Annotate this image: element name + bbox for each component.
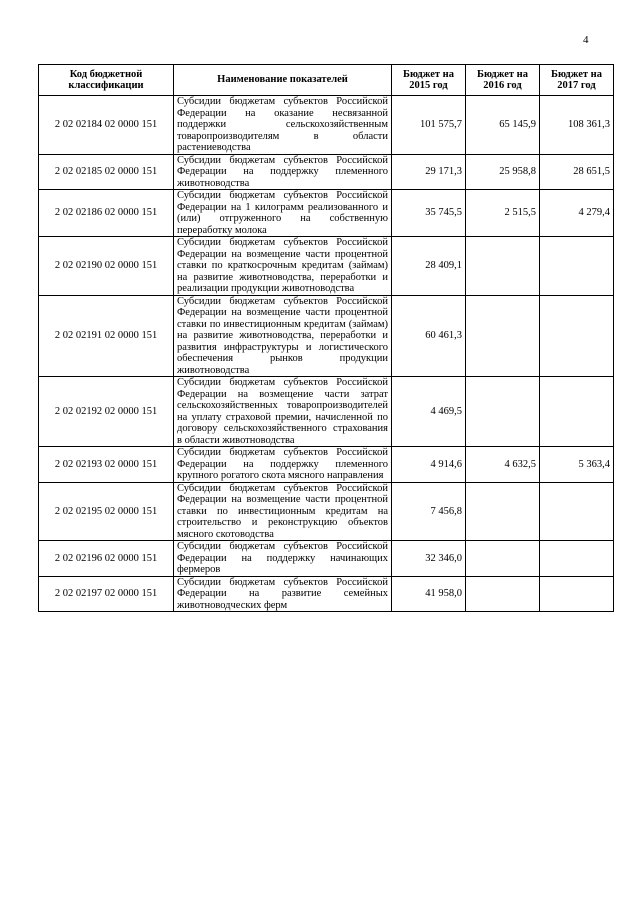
budget-2015-value: 7 456,8	[392, 482, 466, 541]
budget-2017-value	[540, 377, 614, 447]
page-number: 4	[583, 34, 589, 46]
budget-code: 2 02 02192 02 0000 151	[39, 377, 174, 447]
budget-code: 2 02 02190 02 0000 151	[39, 237, 174, 296]
budget-2017-value	[540, 295, 614, 377]
budget-2017-value: 4 279,4	[540, 190, 614, 237]
budget-2017-value	[540, 237, 614, 296]
budget-code: 2 02 02197 02 0000 151	[39, 576, 174, 612]
budget-2016-value: 25 958,8	[466, 154, 540, 190]
budget-2016-value	[466, 541, 540, 577]
header-budget-2015: Бюджет на 2015 год	[392, 65, 466, 96]
budget-2016-value	[466, 237, 540, 296]
budget-2017-value: 28 651,5	[540, 154, 614, 190]
budget-2015-value: 60 461,3	[392, 295, 466, 377]
table-row	[39, 576, 614, 612]
budget-2016-value: 4 632,5	[466, 447, 540, 483]
budget-2015-value: 28 409,1	[392, 237, 466, 296]
budget-code: 2 02 02196 02 0000 151	[39, 541, 174, 577]
table-row	[39, 541, 614, 577]
budget-2017-value	[540, 576, 614, 612]
indicator-name: Субсидии бюджетам субъектов Российской Федерации на поддержку племенного крупного рогатого скота мясного направления	[174, 447, 392, 483]
indicator-name: Субсидии бюджетам субъектов Российской Федерации на возмещение части затрат сельскохозяйственных товаропроизводителей на уплату страховой премии, начисленной по договору сельскохозяйственного страхования в области животноводства	[174, 377, 392, 447]
header-code: Код бюджетной классификации	[39, 65, 174, 96]
budget-2016-value	[466, 576, 540, 612]
header-budget-2017: Бюджет на 2017 год	[540, 65, 614, 96]
table-row	[39, 377, 614, 447]
table-row	[39, 190, 614, 237]
budget-2015-value: 41 958,0	[392, 576, 466, 612]
budget-2016-value	[466, 482, 540, 541]
table-row	[39, 237, 614, 296]
budget-code: 2 02 02191 02 0000 151	[39, 295, 174, 377]
budget-2017-value: 5 363,4	[540, 447, 614, 483]
budget-2016-value	[466, 295, 540, 377]
budget-2015-value: 101 575,7	[392, 96, 466, 155]
indicator-name: Субсидии бюджетам субъектов Российской Федерации на развитие семейных животноводческих ферм	[174, 576, 392, 612]
indicator-name: Субсидии бюджетам субъектов Российской Федерации на оказание несвязанной поддержки сельскохозяйственным товаропроизводителям в области растениеводства	[174, 96, 392, 155]
budget-2015-value: 32 346,0	[392, 541, 466, 577]
budget-code: 2 02 02186 02 0000 151	[39, 190, 174, 237]
budget-code: 2 02 02184 02 0000 151	[39, 96, 174, 155]
table-row	[39, 447, 614, 483]
indicator-name: Субсидии бюджетам субъектов Российской Федерации на возмещение части процентной ставки по инвестиционным кредитам (займам) на развитие животноводства, переработки и развития инфраструктуры и логистического обеспечения рынков продукции животноводства	[174, 295, 392, 377]
table-header-row	[39, 65, 614, 96]
budget-2016-value: 2 515,5	[466, 190, 540, 237]
budget-code: 2 02 02195 02 0000 151	[39, 482, 174, 541]
budget-2016-value: 65 145,9	[466, 96, 540, 155]
budget-code: 2 02 02193 02 0000 151	[39, 447, 174, 483]
header-budget-2016: Бюджет на 2016 год	[466, 65, 540, 96]
budget-2017-value	[540, 541, 614, 577]
budget-2015-value: 29 171,3	[392, 154, 466, 190]
budget-code: 2 02 02185 02 0000 151	[39, 154, 174, 190]
budget-table	[38, 64, 614, 612]
table-row	[39, 482, 614, 541]
indicator-name: Субсидии бюджетам субъектов Российской Федерации на возмещение части процентной ставки по краткосрочным кредитам (займам) на развитие животноводства, переработки и реализации продукции животноводства	[174, 237, 392, 296]
indicator-name: Субсидии бюджетам субъектов Российской Федерации на поддержку начинающих фермеров	[174, 541, 392, 577]
header-name: Наименование показателей	[174, 65, 392, 96]
budget-2015-value: 4 469,5	[392, 377, 466, 447]
budget-2016-value	[466, 377, 540, 447]
budget-2015-value: 4 914,6	[392, 447, 466, 483]
table-row	[39, 154, 614, 190]
indicator-name: Субсидии бюджетам субъектов Российской Федерации на возмещение части процентной ставки по инвестиционным кредитам на строительство и реконструкцию объектов мясного скотоводства	[174, 482, 392, 541]
table-row	[39, 96, 614, 155]
indicator-name: Субсидии бюджетам субъектов Российской Федерации на 1 килограмм реализованного и (или) отгруженного на собственную переработку молока	[174, 190, 392, 237]
indicator-name: Субсидии бюджетам субъектов Российской Федерации на поддержку племенного животноводства	[174, 154, 392, 190]
budget-2017-value: 108 361,3	[540, 96, 614, 155]
budget-2015-value: 35 745,5	[392, 190, 466, 237]
budget-2017-value	[540, 482, 614, 541]
table-row	[39, 295, 614, 377]
